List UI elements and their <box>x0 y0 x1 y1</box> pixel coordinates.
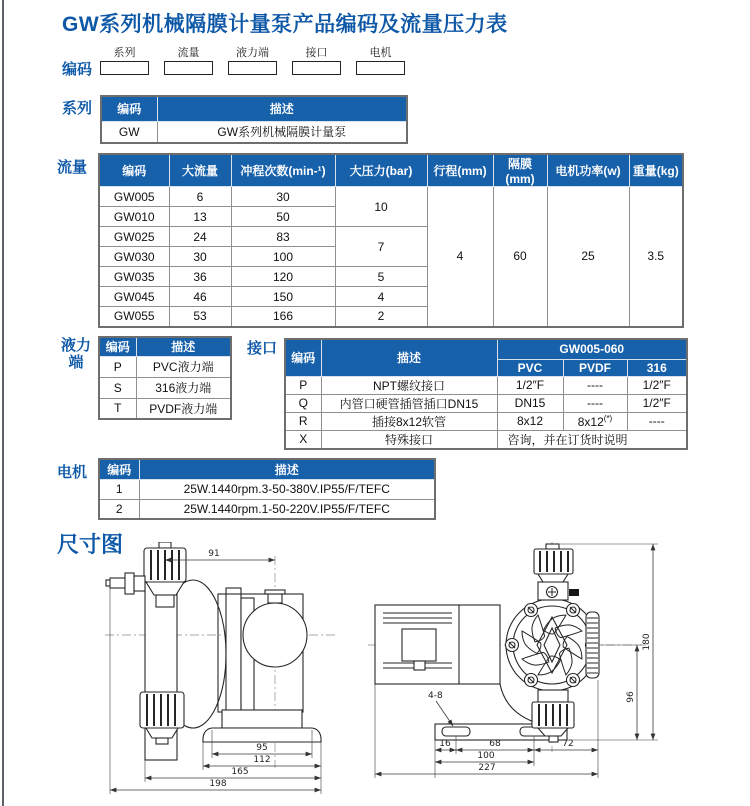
table-row <box>285 394 687 412</box>
cell-maxflow: 13 <box>169 207 231 227</box>
code-field-hydraulic <box>228 44 277 75</box>
cell-code: X <box>285 430 321 449</box>
series-header-desc: 描述 <box>157 96 407 121</box>
flow-label: 流量 <box>57 159 88 176</box>
cell-desc: GW系列机械隔膜计量泵 <box>157 121 407 143</box>
cell-pressure-merged: 10 <box>335 187 427 227</box>
cell-code: R <box>285 412 321 430</box>
motor-table <box>98 458 436 520</box>
dim-198: 198 <box>209 779 227 789</box>
cell-316: 1/2″F <box>627 376 687 394</box>
flow-header-pressure: 大压力(bar) <box>335 154 427 187</box>
cell-code: P <box>99 356 136 377</box>
flow-header-diaphragm: 隔膜(mm) <box>493 154 547 187</box>
table-header-row <box>99 459 435 479</box>
cell-desc: 25W.1440rpm.3-50-380V.IP55/F/TEFC <box>139 479 435 499</box>
cell-code: 1 <box>99 479 139 499</box>
front-side-knurl <box>586 612 599 678</box>
front-top-valve <box>534 544 579 600</box>
dim-72: 72 <box>562 739 574 749</box>
cell-diaphragm-merged: 60 <box>493 187 547 327</box>
front-motor-block <box>375 605 500 684</box>
code-box-motor <box>356 61 405 75</box>
cell-maxflow: 6 <box>169 187 231 207</box>
flow-header-power: 电机功率(w) <box>547 154 629 187</box>
cell-maxflow: 30 <box>169 247 231 267</box>
code-field-motor-label: 电机 <box>369 47 392 59</box>
table-row <box>285 412 687 430</box>
cell-maxflow: 24 <box>169 227 231 247</box>
interface-header-code: 编码 <box>285 339 321 376</box>
code-field-series <box>100 44 149 75</box>
cell-code: P <box>285 376 321 394</box>
dim-68: 68 <box>489 739 501 749</box>
cell-strokes: 166 <box>231 307 335 327</box>
cell-code: GW035 <box>99 267 169 287</box>
interface-table <box>284 338 688 450</box>
code-box-series <box>100 61 149 75</box>
series-label: 系列 <box>62 100 93 117</box>
interface-header-group: GW005-060 <box>497 339 687 359</box>
cell-code: GW005 <box>99 187 169 207</box>
table-row <box>99 187 683 207</box>
cell-pvdf: ---- <box>563 394 627 412</box>
hydraulic-label-line1: 液力 <box>60 337 91 354</box>
cell-code: T <box>99 398 136 419</box>
table-row <box>99 479 435 499</box>
table-header-row <box>99 154 683 187</box>
cell-desc: PVC液力端 <box>136 356 231 377</box>
hydraulic-table <box>98 336 232 420</box>
cell-pvdf-value: 8x12 <box>577 414 604 429</box>
cell-pvdf <box>563 412 627 430</box>
dim-100: 100 <box>477 751 495 761</box>
cell-code: GW055 <box>99 307 169 327</box>
cell-strokes: 120 <box>231 267 335 287</box>
dim-91: 91 <box>208 549 220 559</box>
cell-316: ---- <box>627 412 687 430</box>
front-pump-head <box>506 599 599 691</box>
cell-weight-merged: 3.5 <box>629 187 683 327</box>
dimension-heading: 尺寸图 <box>57 532 124 557</box>
interface-header-316: 316 <box>627 359 687 376</box>
cell-strokes: 150 <box>231 287 335 307</box>
side-view-drawing <box>105 542 338 794</box>
code-box-flow <box>164 61 213 75</box>
cell-desc: 内管口硬管插管插口DN15 <box>321 394 497 412</box>
cell-pvc: 1/2″F <box>497 376 563 394</box>
dimension-diagram <box>90 542 730 802</box>
cell-desc: PVDF液力端 <box>136 398 231 419</box>
code-box-hydraulic <box>228 61 277 75</box>
side-left-fitting <box>106 573 145 594</box>
motor-header-code: 编码 <box>99 459 139 479</box>
dim-16: 16 <box>439 739 451 749</box>
interface-header-pvdf: PVDF <box>563 359 627 376</box>
code-field-interface <box>292 44 341 75</box>
code-field-interface-label: 接口 <box>305 47 328 59</box>
cell-code: GW <box>101 121 157 143</box>
cell-code: GW030 <box>99 247 169 267</box>
interface-label: 接口 <box>247 340 278 357</box>
table-row <box>285 430 687 449</box>
interface-header-pvc: PVC <box>497 359 563 376</box>
cell-desc: 特殊接口 <box>321 430 497 449</box>
code-field-series-label: 系列 <box>113 47 136 59</box>
cell-pvdf: ---- <box>563 376 627 394</box>
table-row <box>285 376 687 394</box>
cell-maxflow: 36 <box>169 267 231 287</box>
dim-96: 96 <box>626 691 636 703</box>
flow-header-strokes: 冲程次数(min-¹) <box>231 154 335 187</box>
page-title: GW系列机械隔膜计量泵产品编码及流量压力表 <box>62 13 508 36</box>
cell-desc: NPT螺纹接口 <box>321 376 497 394</box>
cell-pressure: 5 <box>335 267 427 287</box>
interface-header-desc: 描述 <box>321 339 497 376</box>
cell-strokes: 83 <box>231 227 335 247</box>
flow-table <box>98 153 684 328</box>
cell-pvc: 8x12 <box>497 412 563 430</box>
dim-180: 180 <box>642 633 652 651</box>
cell-desc: 316液力端 <box>136 377 231 398</box>
cell-strokes: 50 <box>231 207 335 227</box>
code-field-hydraulic-label: 液力端 <box>236 47 269 59</box>
cell-pressure-merged: 7 <box>335 227 427 267</box>
table-header-row <box>101 96 407 121</box>
dim-112: 112 <box>253 755 271 765</box>
dim-95: 95 <box>256 743 268 753</box>
cell-power-merged: 25 <box>547 187 629 327</box>
front-view-drawing <box>368 542 658 778</box>
cell-strokelen-merged: 4 <box>427 187 493 327</box>
cell-code: GW045 <box>99 287 169 307</box>
flow-header-strokelen: 行程(mm) <box>427 154 493 187</box>
table-row <box>99 398 231 419</box>
table-row <box>99 499 435 519</box>
cell-pressure: 2 <box>335 307 427 327</box>
coding-label: 编码 <box>62 61 93 78</box>
cell-code: GW025 <box>99 227 169 247</box>
flow-header-code: 编码 <box>99 154 169 187</box>
hydraulic-label <box>57 337 95 372</box>
dim-165: 165 <box>231 767 249 777</box>
flow-header-maxflow: 大流量 <box>169 154 231 187</box>
cell-desc: 25W.1440rpm.1-50-220V.IP55/F/TEFC <box>139 499 435 519</box>
cell-strokes: 100 <box>231 247 335 267</box>
motor-label: 电机 <box>57 464 88 481</box>
cell-code: S <box>99 377 136 398</box>
dim-227: 227 <box>478 763 496 773</box>
cell-maxflow: 46 <box>169 287 231 307</box>
flow-header-weight: 重量(kg) <box>629 154 683 187</box>
cell-maxflow: 53 <box>169 307 231 327</box>
cell-span-note: 咨询，并在订货时说明 <box>497 430 687 449</box>
hydraulic-header-desc: 描述 <box>136 337 231 356</box>
cell-pvdf-note: (*) <box>603 413 613 423</box>
table-header-row <box>285 339 687 359</box>
cell-code: GW010 <box>99 207 169 227</box>
table-row <box>99 377 231 398</box>
code-box-interface <box>292 61 341 75</box>
dim-holes: 4-8 <box>428 691 443 701</box>
hydraulic-label-line2: 端 <box>68 354 84 372</box>
cell-316: 1/2″F <box>627 394 687 412</box>
cell-pvc: DN15 <box>497 394 563 412</box>
hydraulic-header-code: 编码 <box>99 337 136 356</box>
series-header-code: 编码 <box>101 96 157 121</box>
motor-header-desc: 描述 <box>139 459 435 479</box>
page-left-rule <box>2 0 4 806</box>
cell-pressure: 4 <box>335 287 427 307</box>
series-table <box>100 95 408 144</box>
cell-code: Q <box>285 394 321 412</box>
code-field-motor <box>356 44 405 75</box>
table-row <box>99 356 231 377</box>
cell-strokes: 30 <box>231 187 335 207</box>
cell-desc: 插接8x12软管 <box>321 412 497 430</box>
table-row <box>101 121 407 143</box>
table-header-row <box>99 337 231 356</box>
cell-code: 2 <box>99 499 139 519</box>
code-field-flow <box>164 44 213 75</box>
code-field-flow-label: 流量 <box>177 47 200 59</box>
